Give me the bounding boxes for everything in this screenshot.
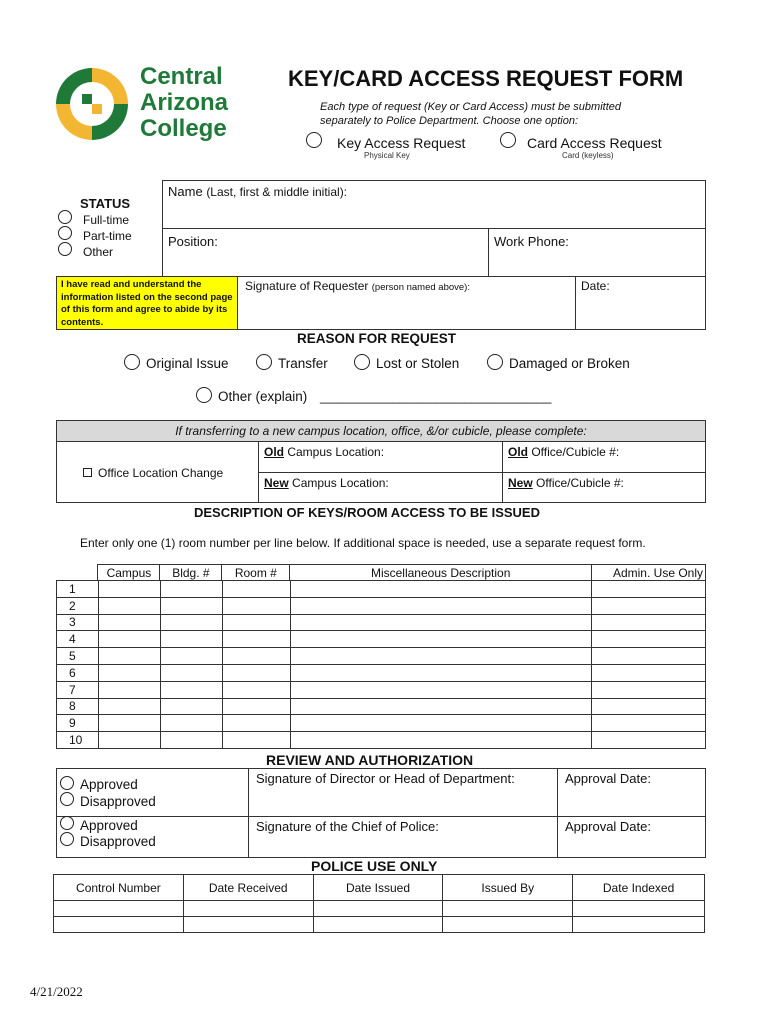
reason-other-radio[interactable] [196, 387, 212, 403]
position-field[interactable]: Position: [168, 234, 218, 249]
col-admin: Admin. Use Only [592, 565, 706, 581]
key-row [57, 597, 706, 614]
key-row-cell[interactable] [290, 597, 592, 614]
key-row [57, 681, 706, 698]
new-office-field[interactable] [508, 476, 624, 490]
police-col-control: Control Number [54, 875, 184, 901]
work-phone-field[interactable]: Work Phone: [494, 234, 569, 249]
transfer-banner [56, 420, 706, 442]
chief-approved-radio[interactable] [60, 816, 74, 830]
key-row-cell[interactable] [592, 681, 706, 698]
chief-signature-field[interactable]: Signature of the Chief of Police: [256, 819, 439, 834]
logo-line-3: College [140, 115, 227, 142]
key-row-cell[interactable] [592, 698, 706, 715]
chief-disapproved-radio[interactable] [60, 832, 74, 846]
key-row-cell[interactable] [98, 614, 160, 631]
director-approved-label: Approved [80, 777, 138, 792]
chief-disapproved-label: Disapproved [80, 834, 156, 849]
reason-damaged-radio[interactable] [487, 354, 503, 370]
key-row-number: 5 [57, 648, 99, 665]
key-row-cell[interactable] [592, 648, 706, 665]
key-row-cell[interactable] [222, 614, 290, 631]
reason-lost-radio[interactable] [354, 354, 370, 370]
old-word-2: Old [508, 445, 528, 459]
key-row-cell[interactable] [98, 581, 160, 598]
keys-table-body [56, 580, 706, 749]
key-row-cell[interactable] [222, 715, 290, 732]
key-row-cell[interactable] [222, 664, 290, 681]
status-other-label: Other [83, 245, 114, 259]
reason-original-radio[interactable] [124, 354, 140, 370]
college-logo [52, 64, 252, 144]
key-row-cell[interactable] [592, 664, 706, 681]
key-row-cell[interactable] [160, 631, 222, 648]
key-row [57, 698, 706, 715]
reason-transfer-label: Transfer [278, 356, 328, 371]
key-row-cell[interactable] [222, 698, 290, 715]
key-row-number: 6 [57, 664, 99, 681]
key-row-number: 2 [57, 597, 99, 614]
key-row-number: 7 [57, 681, 99, 698]
key-row-cell[interactable] [160, 715, 222, 732]
old-office-label: Office/Cubicle #: [531, 445, 620, 459]
col-campus: Campus [98, 565, 160, 581]
status-other-radio[interactable] [58, 242, 72, 256]
reason-title: REASON FOR REQUEST [297, 331, 457, 346]
key-row-cell[interactable] [222, 631, 290, 648]
reason-transfer-radio[interactable] [256, 354, 272, 370]
key-row-cell[interactable] [290, 648, 592, 665]
form-subtitle [320, 100, 621, 128]
key-row-cell[interactable] [290, 631, 592, 648]
status-parttime-label: Part-time [83, 229, 132, 243]
key-row-cell[interactable] [222, 648, 290, 665]
key-row-cell[interactable] [160, 614, 222, 631]
subtitle-line-1: Each type of request (Key or Card Access) must be submitted [320, 101, 622, 113]
key-row [57, 648, 706, 665]
key-row-cell[interactable] [592, 581, 706, 598]
col-room: Room # [222, 565, 290, 581]
key-row-number: 3 [57, 614, 99, 631]
key-access-sub: Physical Key [364, 151, 410, 160]
new-campus-field[interactable] [264, 476, 389, 490]
description-instruction: Enter only one (1) room number per line below. If additional space is needed, use a separate request form. [80, 536, 646, 550]
card-access-label: Card Access Request [527, 135, 662, 151]
acknowledgement-text: I have read and understand the information listed on the second page of this form and agree to abide by its contents. [61, 279, 233, 328]
police-row[interactable] [54, 901, 705, 917]
key-row [57, 664, 706, 681]
key-row-cell[interactable] [98, 732, 160, 749]
police-col-received: Date Received [183, 875, 313, 901]
chief-approved-label: Approved [80, 818, 138, 833]
footer-date: 4/21/2022 [30, 984, 83, 999]
director-approved-radio[interactable] [60, 776, 74, 790]
status-fulltime-radio[interactable] [58, 210, 72, 224]
key-row-cell[interactable] [98, 698, 160, 715]
key-row-cell[interactable] [592, 597, 706, 614]
key-row-cell[interactable] [290, 581, 592, 598]
police-col-indexed: Date Indexed [573, 875, 705, 901]
status-title: STATUS [80, 196, 131, 211]
logo-mark-icon [52, 64, 132, 144]
police-header-row [54, 875, 705, 901]
police-table [53, 874, 705, 933]
key-row-cell[interactable] [290, 681, 592, 698]
key-row-number: 9 [57, 715, 99, 732]
requester-block [162, 180, 706, 330]
police-col-issued: Date Issued [313, 875, 443, 901]
name-hint: (Last, first & middle initial): [206, 185, 348, 199]
old-word: Old [264, 445, 284, 459]
key-row-cell[interactable] [98, 715, 160, 732]
reason-damaged-label: Damaged or Broken [509, 356, 630, 371]
new-campus-label: Campus Location: [292, 476, 389, 490]
reason-lost-label: Lost or Stolen [376, 356, 460, 371]
key-row-cell[interactable] [160, 732, 222, 749]
key-row-cell[interactable] [160, 581, 222, 598]
subtitle-line-2: separately to Police Department. Choose one option: [320, 115, 579, 127]
key-row-cell[interactable] [592, 614, 706, 631]
old-office-field[interactable] [508, 445, 619, 459]
key-row-cell[interactable] [290, 698, 592, 715]
new-office-label: Office/Cubicle #: [536, 476, 624, 490]
signature-field[interactable] [245, 279, 470, 293]
status-parttime-radio[interactable] [58, 226, 72, 240]
key-row-cell[interactable] [98, 681, 160, 698]
key-access-label: Key Access Request [337, 135, 466, 151]
key-row [57, 715, 706, 732]
description-title: DESCRIPTION OF KEYS/ROOM ACCESS TO BE ISSUED [194, 505, 540, 520]
key-row-cell[interactable] [290, 715, 592, 732]
key-row [57, 732, 706, 749]
signature-label: Signature of Requester [245, 279, 369, 293]
old-campus-field[interactable] [264, 445, 384, 459]
keys-table-header [56, 565, 706, 581]
logo-line-2: Arizona [140, 89, 229, 116]
key-row-cell[interactable] [160, 664, 222, 681]
key-row-cell[interactable] [160, 648, 222, 665]
key-row-cell[interactable] [160, 597, 222, 614]
form-title: KEY/CARD ACCESS REQUEST FORM [288, 66, 684, 91]
reason-other-input[interactable]: ________________________________ [320, 389, 552, 404]
old-campus-label: Campus Location: [287, 445, 385, 459]
key-row-cell[interactable] [98, 597, 160, 614]
key-row-cell[interactable] [98, 648, 160, 665]
acknowledgement-box [56, 276, 238, 330]
director-disapproved-radio[interactable] [60, 792, 74, 806]
police-title: POLICE USE ONLY [311, 858, 438, 874]
signature-hint: (person named above): [371, 282, 470, 293]
chief-approval-date[interactable]: Approval Date: [565, 819, 651, 834]
key-row-number: 10 [57, 732, 99, 749]
key-row-cell[interactable] [290, 732, 592, 749]
director-signature-field[interactable]: Signature of Director or Head of Department: [256, 771, 515, 786]
key-row-cell[interactable] [222, 581, 290, 598]
reason-original-label: Original Issue [146, 356, 229, 371]
key-row-number: 1 [57, 581, 99, 598]
director-disapproved-label: Disapproved [80, 794, 156, 809]
logo-line-1: Central [140, 63, 223, 90]
police-row[interactable] [54, 917, 705, 933]
name-label: Name [168, 184, 203, 199]
name-field[interactable] [168, 184, 347, 199]
key-row-cell[interactable] [222, 681, 290, 698]
col-bldg: Bldg. # [160, 565, 222, 581]
office-change-label: Office Location Change [98, 466, 224, 480]
key-row-cell[interactable] [160, 681, 222, 698]
reason-other-label: Other (explain) [218, 389, 308, 404]
director-approval-date[interactable]: Approval Date: [565, 771, 651, 786]
office-change-checkbox[interactable] [83, 468, 92, 477]
new-word-2: New [508, 476, 533, 490]
new-word: New [264, 476, 289, 490]
key-row-number: 8 [57, 698, 99, 715]
key-row [57, 614, 706, 631]
key-row [57, 631, 706, 648]
key-row-cell[interactable] [592, 732, 706, 749]
key-row [57, 581, 706, 598]
key-row-cell[interactable] [290, 664, 592, 681]
status-fulltime-label: Full-time [83, 213, 130, 227]
date-field[interactable]: Date: [581, 279, 610, 293]
key-row-cell[interactable] [592, 715, 706, 732]
key-row-cell[interactable] [160, 698, 222, 715]
key-row-cell[interactable] [290, 614, 592, 631]
police-col-issued-by: Issued By [443, 875, 573, 901]
key-row-cell[interactable] [98, 631, 160, 648]
key-row-number: 4 [57, 631, 99, 648]
key-access-radio[interactable] [306, 132, 322, 148]
card-access-sub: Card (keyless) [562, 151, 614, 160]
key-row-cell[interactable] [222, 597, 290, 614]
col-misc: Miscellaneous Description [290, 565, 592, 581]
key-row-cell[interactable] [592, 631, 706, 648]
card-access-radio[interactable] [500, 132, 516, 148]
transfer-banner-text: If transferring to a new campus location, office, &/or cubicle, please complete: [175, 424, 587, 438]
key-row-cell[interactable] [98, 664, 160, 681]
review-title: REVIEW AND AUTHORIZATION [266, 752, 474, 768]
keys-table [56, 564, 706, 581]
key-row-cell[interactable] [222, 732, 290, 749]
